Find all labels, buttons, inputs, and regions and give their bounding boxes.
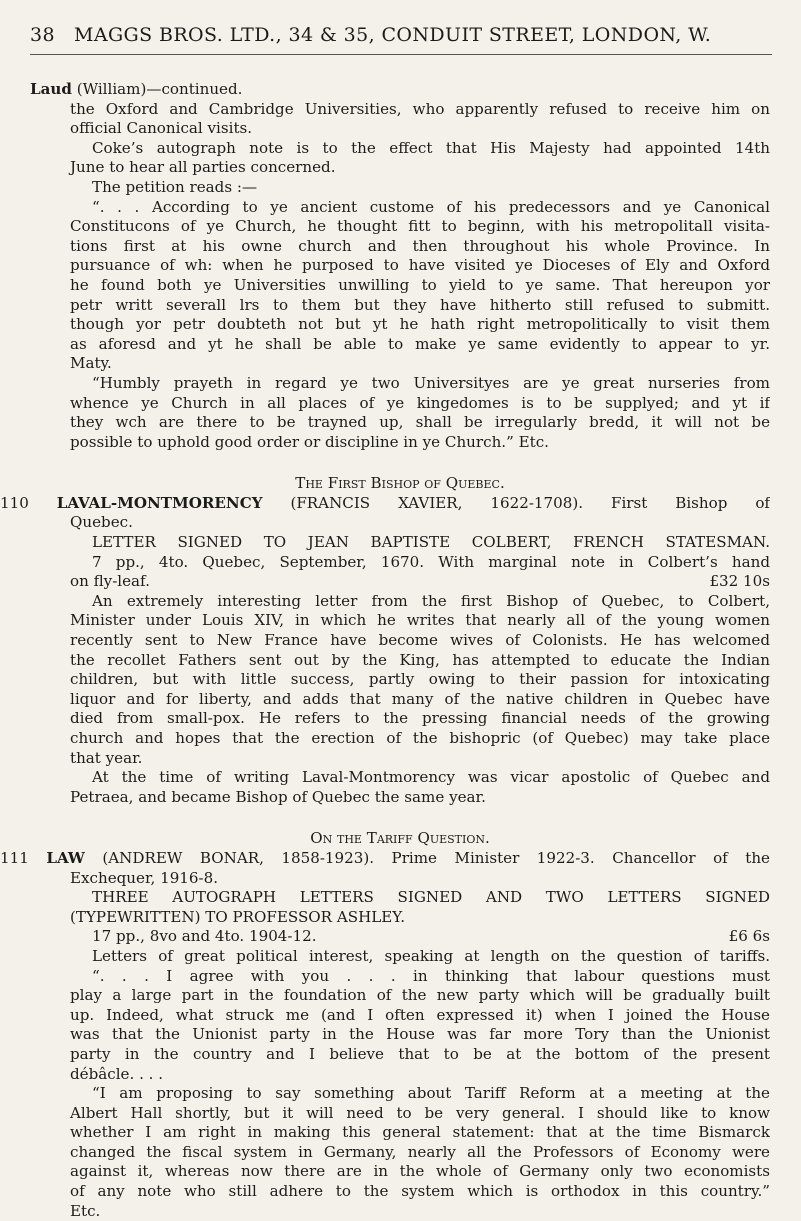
laud-name: Laud (30, 80, 72, 98)
lot-111-line: of any note who still adhere to the system which is orthodox in this country.” (70, 1182, 770, 1201)
lot-110-name: LAVAL-MONTMORENCY (56, 493, 263, 512)
lot-111-name: LAW (46, 848, 85, 867)
lot-111-line: play a large part in the foundation of the new party which will be gradually built (70, 986, 770, 1005)
laud-line: petr writt severall lrs to them but they have hitherto still refused to submitt. (70, 295, 770, 314)
lot-111-line: “. . . I agree with you . . . in thinking that labour questions must (92, 966, 770, 985)
lot-110-line: that year. (70, 748, 143, 767)
lot-number: 110 (0, 493, 29, 512)
lot-111-line: against it, whereas now there are in the whole of Germany only two economists (70, 1162, 770, 1181)
lot-111-heading-rest: (ANDREW BONAR, 1858-1923). Prime Minister 1922-3. Chancellor of the (84, 848, 770, 867)
laud-line: “Humbly prayeth in regard ye two Universityes are ye great nurseries from (92, 373, 770, 392)
laud-heading-rest: (William)—continued. (71, 80, 243, 98)
laud-line: pursuance of wh: when he purposed to have visited ye Dioceses of Ely and Oxford (70, 256, 770, 275)
lot-111-line: whether I am right in making this general statement: that at the time Bismarck (70, 1123, 770, 1142)
spacer (30, 452, 770, 474)
lot-110-line: LETTER SIGNED TO JEAN BAPTISTE COLBERT, FRENCH STATESMAN. (92, 533, 770, 552)
lot-number: 111 (0, 848, 29, 867)
section-title-quebec: The First Bishop of Quebec. (295, 474, 505, 493)
laud-line: they wch are there to be trayned up, shall be irregularly bredd, it will not be (70, 413, 770, 432)
header-rule (30, 54, 772, 55)
lot-110-line: church and hopes that the erection of the bishopric (of Quebec) may take place (70, 729, 770, 747)
lot-110-line: died from small-pox. He refers to the pressing financial needs of the growing (70, 709, 770, 728)
lot-110-line: An extremely interesting letter from the first Bishop of Quebec, to Colbert, (92, 591, 770, 610)
page-number: 38 (30, 24, 55, 46)
laud-line: official Canonical visits. (70, 119, 253, 138)
laud-line: June to hear all parties concerned. (70, 158, 336, 177)
lot-110-price: £32 10s (709, 572, 770, 591)
laud-line: “. . . According to ye ancient custome of his predecessors and ye Canonical (92, 197, 770, 216)
lot-111-line: Letters of great political interest, speaking at length on the question of tariffs. (92, 946, 770, 965)
lot-111-line: party in the country and I believe that to be at the bottom of the present (70, 1044, 770, 1063)
laud-line: Coke’s autograph note is to the effect that His Majesty had appointed 14th (92, 138, 770, 157)
laud-line: the Oxford and Cambridge Universities, who apparently refused to receive him on (70, 99, 770, 118)
publisher-line: MAGGS BROS. LTD., 34 & 35, CONDUIT STREET, LONDON, W. (74, 24, 712, 46)
laud-line: The petition reads :— (92, 177, 258, 196)
spacer (30, 807, 770, 829)
lot-110-line: Quebec. (70, 513, 133, 532)
lot-111-line: Etc. (70, 1201, 101, 1220)
laud-line: Constitucons of ye Church, he thought fitt to beginn, with his metropolitall visita- (70, 217, 770, 236)
laud-line: he found both ye Universities unwilling to yield to ye same. That hereupon yor (70, 275, 770, 294)
lot-111-price: £6 6s (728, 927, 770, 946)
laud-line: tions first at his owne church and then throughout his whole Province. In (70, 236, 770, 255)
laud-line: though yor petr doubteth not but yt he hath right metropolitically to visit them (70, 315, 770, 334)
lot-111-line: was that the Unionist party in the House was far more Tory than the Unionist (70, 1025, 770, 1044)
lot-111-line: “I am proposing to say something about Tariff Reform at a meeting at the (92, 1084, 770, 1103)
lot-111-line: THREE AUTOGRAPH LETTERS SIGNED AND TWO LETTERS SIGNED (92, 888, 770, 907)
lot-110-heading-rest: (FRANCIS XAVIER, 1622-1708). First Bishop of (262, 493, 770, 512)
lot-110-line: At the time of writing Laval-Montmorency was vicar apostolic of Quebec and (92, 768, 770, 787)
lot-111-line: (TYPEWRITTEN) TO PROFESSOR ASHLEY. (70, 907, 406, 926)
laud-line: as aforesd and yt he shall be able to make ye same evidently to appear to yr. (70, 334, 770, 353)
laud-line: possible to uphold good order or discipline in ye Church.” Etc. (70, 432, 549, 451)
lot-110-heading (0, 494, 770, 514)
laud-line: Maty. (70, 354, 112, 373)
lot-110-line: Minister under Louis XIV, in which he writes that nearly all of the young women (70, 611, 770, 630)
lot-111-price-line (30, 927, 770, 947)
catalogue-body (0, 80, 770, 1221)
lot-110-line: 7 pp., 4to. Quebec, September, 1670. With marginal note in Colbert’s hand (92, 552, 770, 571)
lot-111-line: Albert Hall shortly, but it will need to be very general. I should like to know (70, 1103, 770, 1122)
lot-111-heading (0, 849, 770, 869)
lot-110-line: Petraea, and became Bishop of Quebec the same year. (70, 787, 486, 806)
lot-110-flyleaf: on fly-leaf. (70, 572, 150, 591)
lot-111-line: changed the fiscal system in Germany, nearly all the Professors of Economy were (70, 1142, 770, 1161)
lot-111-line: débâcle. . . . (70, 1064, 164, 1083)
lot-111-line: up. Indeed, what struck me (and I often expressed it) when I joined the House (70, 1005, 770, 1024)
page-header (30, 24, 772, 46)
laud-line: whence ye Church in all places of ye kingedomes is to be supplyed; and yt if (70, 393, 770, 412)
lot-111-collation: 17 pp., 8vo and 4to. 1904-12. (92, 927, 317, 946)
lot-110-line: liquor and for liberty, and adds that many of the native children in Quebec have (70, 689, 770, 708)
lot-111-line: Exchequer, 1916-8. (70, 868, 219, 887)
lot-110-line: children, but with little success, partly owing to their passion for intoxicating (70, 670, 770, 689)
lot-110-line: the recollet Fathers sent out by the King, has attempted to educate the Indian (70, 650, 770, 669)
laud-heading (30, 80, 770, 100)
section-title-tariff: On the Tariff Question. (310, 829, 490, 848)
lot-110-line: recently sent to New France have become wives of Colonists. He has welcomed (70, 631, 770, 650)
lot-110-price-line (30, 572, 770, 592)
